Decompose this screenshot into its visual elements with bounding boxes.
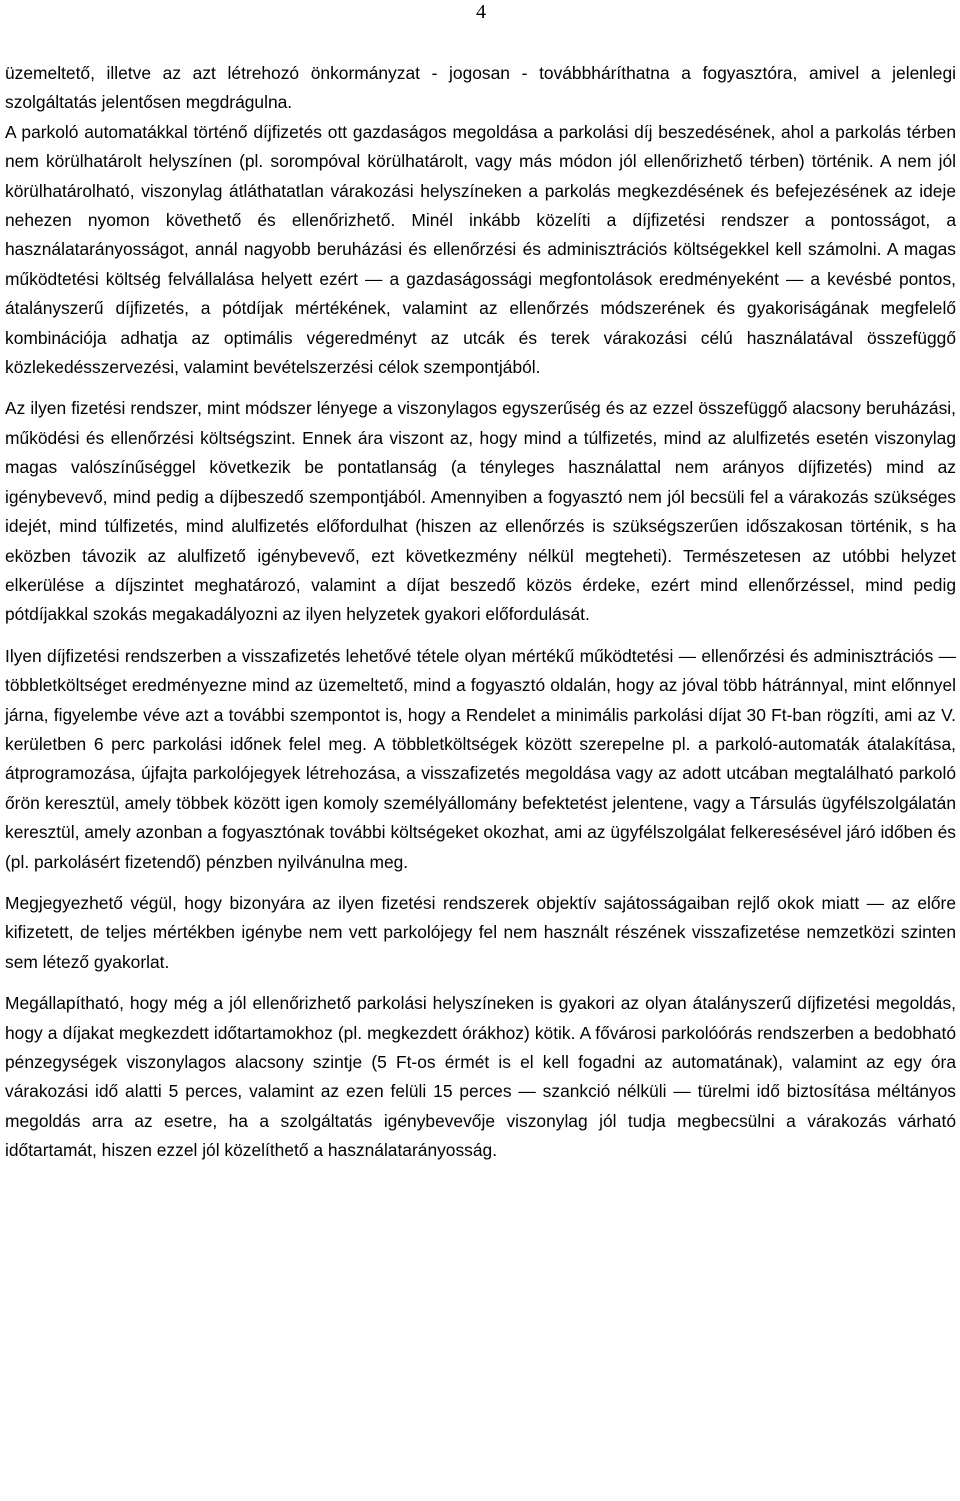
page-number: 4 [476,1,486,23]
paragraph-3: Az ilyen fizetési rendszer, mint módszer lényege a viszonylagos egyszerűség és az ezzel összefüggő alacsony beruházási, működési és ellenőrzési költségszint. Ennek ára viszont az, hogy mind a túlfizetés, mind az alulfizetés esetén viszonylag magas valószínűséggel következik be pontatlanság (a tényleges használattal nem arányos díjfizetés) mind az igénybevevő, mind pedig a díjbeszedő szempontjából. Amennyiben a fogyasztó nem jól becsüli fel a várakozás szükséges idejét, mind túlfizetés, mind alulfizetés előfordulhat (hiszen az ellenőrzés is szükségszerűen időszakosan történik, s ha eközben távozik az alulfizető igénybevevő, ezt következmény nélkül megteheti). Természetesen az utóbbi helyzet elkerülése a díjszintet meghatározó, valamint a díjat beszedő közös érdeke, ezért mind ellenőrzéssel, mind pedig pótdíjakkal szokás megakadályozni az ilyen helyzetek gyakori előfordulását. [5,398,956,625]
paragraph-2: A parkoló automatákkal történő díjfizetés ott gazdaságos megoldása a parkolási díj beszedésének, ahol a parkolás térben nem körülhatárolt helyszínen (pl. sorompóval körülhatárolt, vagy más módon jól ellenőrizhető térben) történik. A nem jól körülhatárolható, viszonylag átláthatatlan várakozási helyszíneken a parkolás megkezdésének és befejezésének az ideje nehezen nyomon követhető és ellenőrizhető. Minél inkább közelíti a díjfizetési rendszer a pontosságot, a használatarányosságot, annál nagyobb beruházási és ellenőrzési és adminisztrációs költségekkel kell számolni. A magas működtetési költség felvállalása helyett ezért — a gazdaságossági megfontolások eredményeként — a kevésbé pontos, átalányszerű díjfizetés, a pótdíjak mértékének, valamint az ellenőrzés módszerének és gyakoriságának megfelelő kombinációja adhatja az optimális végeredményt az utcák és terek várakozási célú használatával összefüggő közlekedésszervezési, valamint bevételszerzési célok szempontjából. [5,121,956,378]
paragraph-4: Ilyen díjfizetési rendszerben a visszafizetés lehetővé tétele olyan mértékű működtetési — ellenőrzési és adminisztrációs — többletköltséget eredményezne mind az üzemeltető, mind a fogyasztó oldalán, hogy az jóval több hátránnyal, mint előnnyel járna, figyelembe véve azt a további szempontot is, hogy a Rendelet a minimális parkolási díjat 30 Ft-ban rögzíti, ami az V. kerületben 6 perc parkolási időnek felel meg. A többletköltségek között szerepelne pl. a parkoló-automaták átalakítása, átprogramozása, újfajta parkolójegyek létrehozása, a visszafizetés megoldása vagy az adott utcában megtalálható parkoló őrön keresztül, amely többek között igen komoly személyállomány befektetést jelentene, vagy a Társulás ügyfélszolgálatán keresztül, amely azonban a fogyasztónak további költségeket okozhat, ami az ügyfélszolgálat felkeresésével járó időben és (pl. parkolásért fizetendő) pénzben nyilvánulna meg. [5,645,956,872]
paragraph-5: Megjegyezhető végül, hogy bizonyára az ilyen fizetési rendszerek objektív sajátosságaiban rejlő okok miatt — az előre kifizetett, de teljes mértékben igénybe nem vett parkolójegy fel nem használt részének visszafizetése nemzetközi szinten sem létező gyakorlat. [5,892,956,972]
paragraph-6: Megállapítható, hogy még a jól ellenőrizhető parkolási helyszíneken is gyakori az olyan átalányszerű díjfizetési megoldás, hogy a díjakat megkezdett időtartamokhoz (pl. megkezdett órákhoz) kötik. A fővárosi parkolóórás rendszerben a bedobható pénzegységek viszonylagos alacsony szintje (5 Ft-os érmét is el kell fogadni az automatának), valamint az egy óra várakozási idő alatti 5 perces, valamint az ezen felüli 15 perces — szankció nélküli — türelmi idő biztosítása méltányos megoldás arra az esetre, ha a szolgáltatás igénybevevője viszonylag jól tudja megbecsülni a várakozás várható időtartamát, hiszen ezzel jól közelíthető a használatarányosság. [5,993,956,1161]
document-body [5,59,956,1178]
paragraph-1: üzemeltető, illetve az azt létrehozó önkormányzat - jogosan - továbbháríthatna a fogyasztóra, amivel a jelenlegi szolgáltatás jelentősen megdrágulna. [5,63,956,113]
